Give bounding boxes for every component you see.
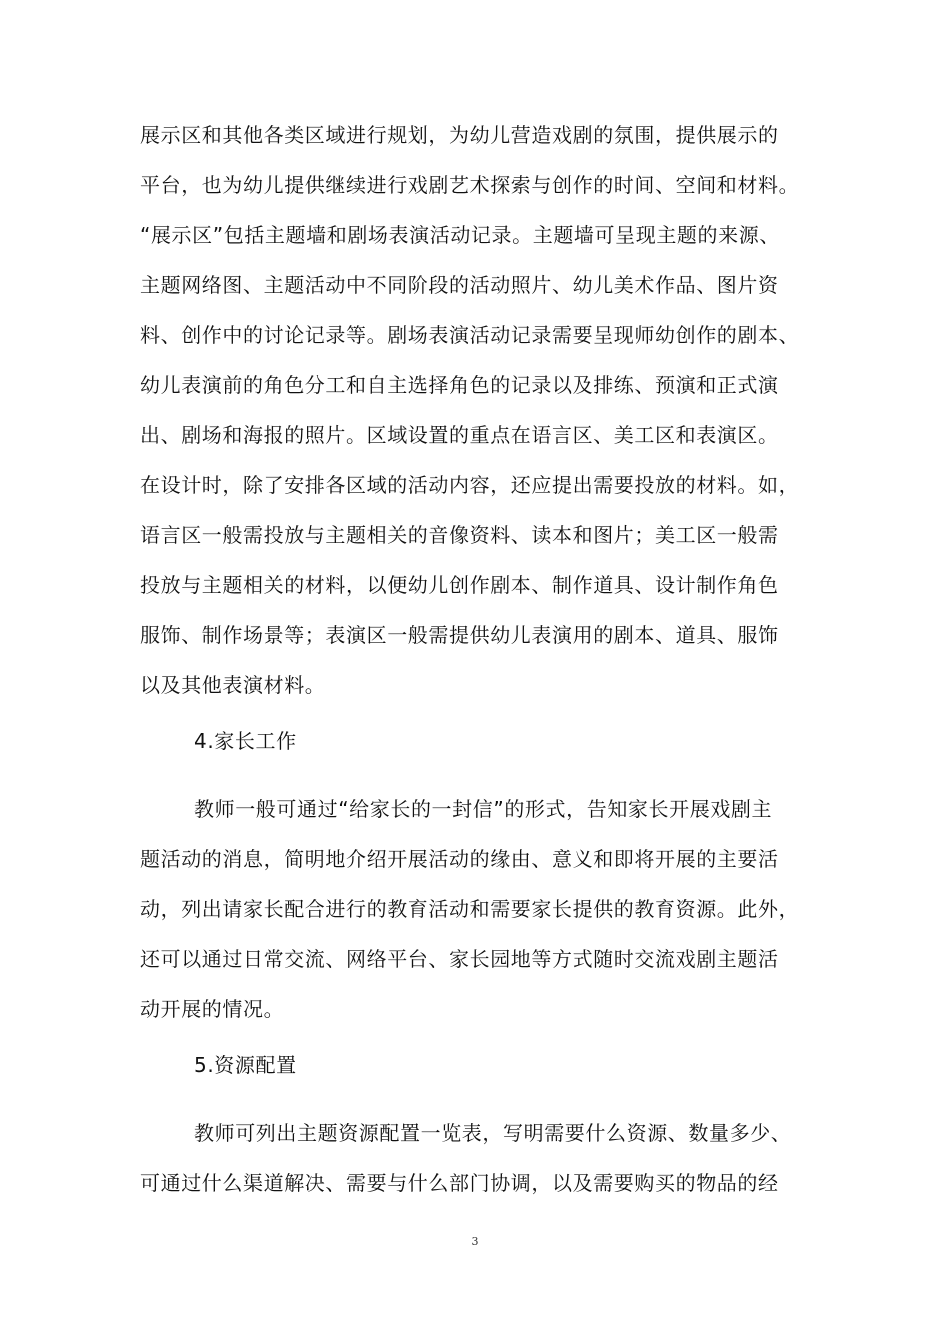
paragraph-line: 主题网络图、主题活动中不同阶段的活动照片、幼儿美术作品、图片资 <box>140 273 779 297</box>
paragraph-line: 投放与主题相关的材料，以便幼儿创作剧本、制作道具、设计制作角色 <box>140 573 779 597</box>
paragraph-line: 还可以通过日常交流、网络平台、家长园地等方式随时交流戏剧主题活 <box>140 947 779 971</box>
paragraph-line: 在设计时，除了安排各区域的活动内容，还应提出需要投放的材料。如， <box>140 473 800 497</box>
paragraph-line: “展示区”包括主题墙和剧场表演活动记录。主题墙可呈现主题的来源、 <box>140 223 780 247</box>
page-number: 3 <box>471 1235 479 1248</box>
paragraph-line: 动，列出请家长配合进行的教育活动和需要家长提供的教育资源。此外， <box>140 897 800 921</box>
paragraph-line: 以及其他表演材料。 <box>140 673 326 697</box>
paragraph-line: 料、创作中的讨论记录等。剧场表演活动记录需要呈现师幼创作的剧本、 <box>140 323 800 347</box>
paragraph-line: 题活动的消息，简明地介绍开展活动的缘由、意义和即将开展的主要活 <box>140 847 779 871</box>
paragraph-line: 教师可列出主题资源配置一览表，写明需要什么资源、数量多少、 <box>194 1121 792 1145</box>
paragraph-line: 平台，也为幼儿提供继续进行戏剧艺术探索与创作的时间、空间和材料。 <box>140 173 800 197</box>
paragraph-line: 服饰、制作场景等；表演区一般需提供幼儿表演用的剧本、道具、服饰 <box>140 623 779 647</box>
paragraph-line: 幼儿表演前的角色分工和自主选择角色的记录以及排练、预演和正式演 <box>140 373 779 397</box>
paragraph-line: 出、剧场和海报的照片。区域设置的重点在语言区、美工区和表演区。 <box>140 423 779 447</box>
paragraph-line: 展示区和其他各类区域进行规划，为幼儿营造戏剧的氛围，提供展示的 <box>140 123 779 147</box>
paragraph-line: 可通过什么渠道解决、需要与什么部门协调，以及需要购买的物品的经 <box>140 1171 779 1195</box>
section-heading-parent-work: 4.家长工作 <box>194 729 297 753</box>
paragraph-line: 语言区一般需投放与主题相关的音像资料、读本和图片；美工区一般需 <box>140 523 779 547</box>
paragraph-line: 教师一般可通过“给家长的一封信”的形式，告知家长开展戏剧主 <box>194 797 773 821</box>
paragraph-line: 动开展的情况。 <box>140 997 285 1021</box>
section-heading-resource-allocation: 5.资源配置 <box>194 1053 297 1077</box>
